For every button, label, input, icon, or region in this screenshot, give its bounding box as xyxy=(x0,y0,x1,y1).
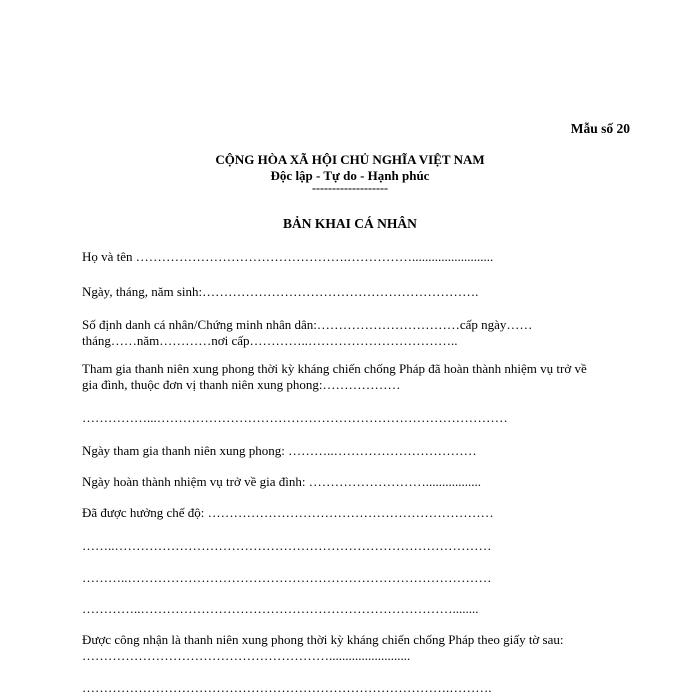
form-number: Mẫu số 20 xyxy=(570,121,630,136)
full-name-field: Họ và tên ………………………………………….……………......................... xyxy=(82,249,494,264)
benefits-field: Đã được hưởng chế độ: ………………………………………………………… xyxy=(82,505,494,520)
id-number-line-2: tháng……năm…………nơi cấp…………..…………………………….. xyxy=(82,333,458,348)
national-motto: Độc lập - Tự do - Hạnh phúc xyxy=(270,168,430,183)
participation-line-2: gia đình, thuộc đơn vị thanh niên xung phong:……………… xyxy=(82,377,401,392)
header-divider: ------------------- xyxy=(312,181,388,195)
document-title: BẢN KHAI CÁ NHÂN xyxy=(283,216,417,231)
id-number-line-1: Số định danh cá nhân/Chứng minh nhân dân:……………………………cấp ngày…… xyxy=(82,317,533,332)
birth-date-field: Ngày, tháng, năm sinh:………………………………………………………. xyxy=(82,284,479,299)
participation-line-1: Tham gia thanh niên xung phong thời kỳ kháng chiến chống Pháp đã hoàn thành nhiệm vụ trở về xyxy=(82,361,587,376)
blank-line-2: ……..…………………………………………………………………………… xyxy=(82,538,492,553)
blank-line-5: ………………………………………………………………………….………. xyxy=(82,680,492,695)
recognition-line-1: Được công nhận là thanh niên xung phong thời kỳ kháng chiến chống Pháp theo giấy tờ sau: xyxy=(82,632,564,647)
national-header xyxy=(0,152,700,193)
blank-line-3: ………..………………………………………………………………………… xyxy=(82,570,492,585)
recognition-line-2: …………………………………………………......................... xyxy=(82,648,411,663)
return-date-field: Ngày hoàn thành nhiệm vụ trở về gia đình: ………………………................. xyxy=(82,474,481,489)
join-date-field: Ngày tham gia thanh niên xung phong: ………..…………………………… xyxy=(82,443,477,458)
blank-line-4: …………..………………………………………………………………........ xyxy=(82,601,479,616)
nation-name: CỘNG HÒA XÃ HỘI CHỦ NGHĨA VIỆT NAM xyxy=(215,152,485,167)
blank-line-1: ……………...……………………………………………………………………… xyxy=(82,410,508,425)
